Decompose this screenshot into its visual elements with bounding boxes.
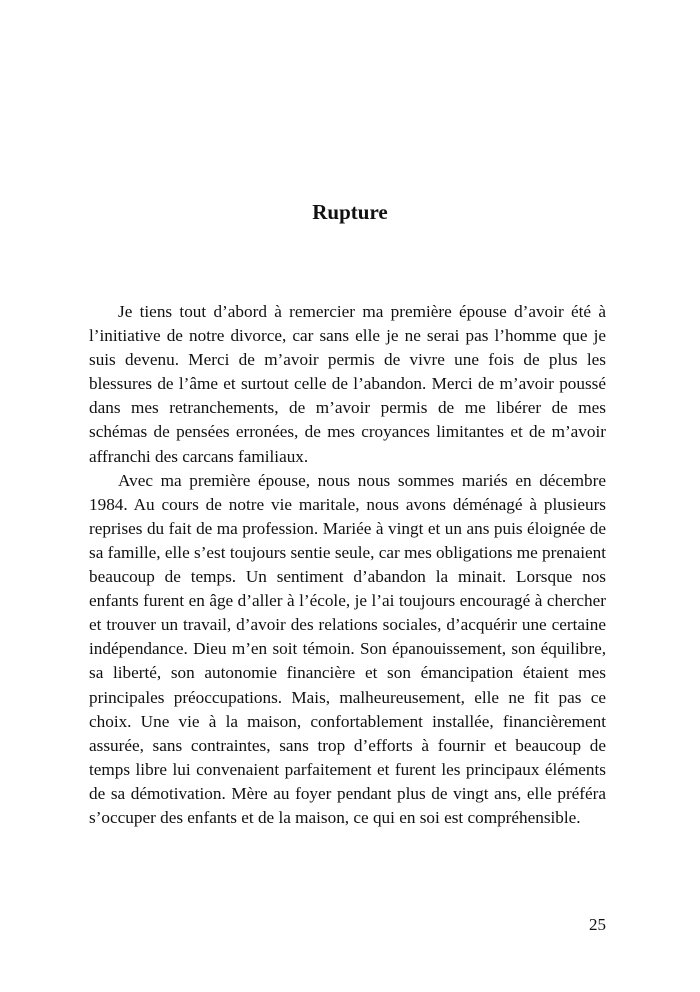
- paragraph-1: Je tiens tout d’abord à remercier ma première épouse d’avoir été à l’initiative de notre divorce, car sans elle je ne serai pas l’homme que je suis devenu. Merci de m’avoir permis de vivre une fois de plus les blessures de l’âme et surtout celle de l’abandon. Merci de m’avoir poussé dans mes retranchements, de m’avoir permis de me libérer de mes schémas de pensées erronées, de mes croyances limitantes et de m’avoir affranchi des carcans familiaux.: [89, 302, 606, 466]
- paragraph-2: Avec ma première épouse, nous nous sommes mariés en décembre 1984. Au cours de notre vie maritale, nous avons déménagé à plusieurs reprises du fait de ma profession. Mariée à vingt et un ans puis éloignée de sa famille, elle s’est toujours sentie seule, car mes obligations me prenaient beaucoup de temps. Un sentiment d’abandon la minait. Lorsque nos enfants furent en âge d’aller à l’école, je l’ai toujours encouragé à chercher et trouver un travail, d’avoir des relations sociales, d’acquérir une certaine indépendance. Dieu m’en soit témoin. Son épanouissement, son équilibre, sa liberté, son autonomie financière et son émancipation étaient mes principales préoccupations. Mais, malheureusement, elle ne fit pas ce choix. Une vie à la maison, confortablement installée, financièrement assurée, sans contraintes, sans trop d’efforts à fournir et beaucoup de temps libre lui convenaient parfaitement et furent les principaux éléments de sa démotivation. Mère au foyer pendant plus de vingt ans, elle préféra s’occuper des enfants et de la maison, ce qui en soi est compréhensible.: [89, 470, 606, 827]
- page-number: 25: [589, 915, 606, 934]
- body-text: [89, 300, 606, 830]
- chapter-title: Rupture: [312, 200, 388, 224]
